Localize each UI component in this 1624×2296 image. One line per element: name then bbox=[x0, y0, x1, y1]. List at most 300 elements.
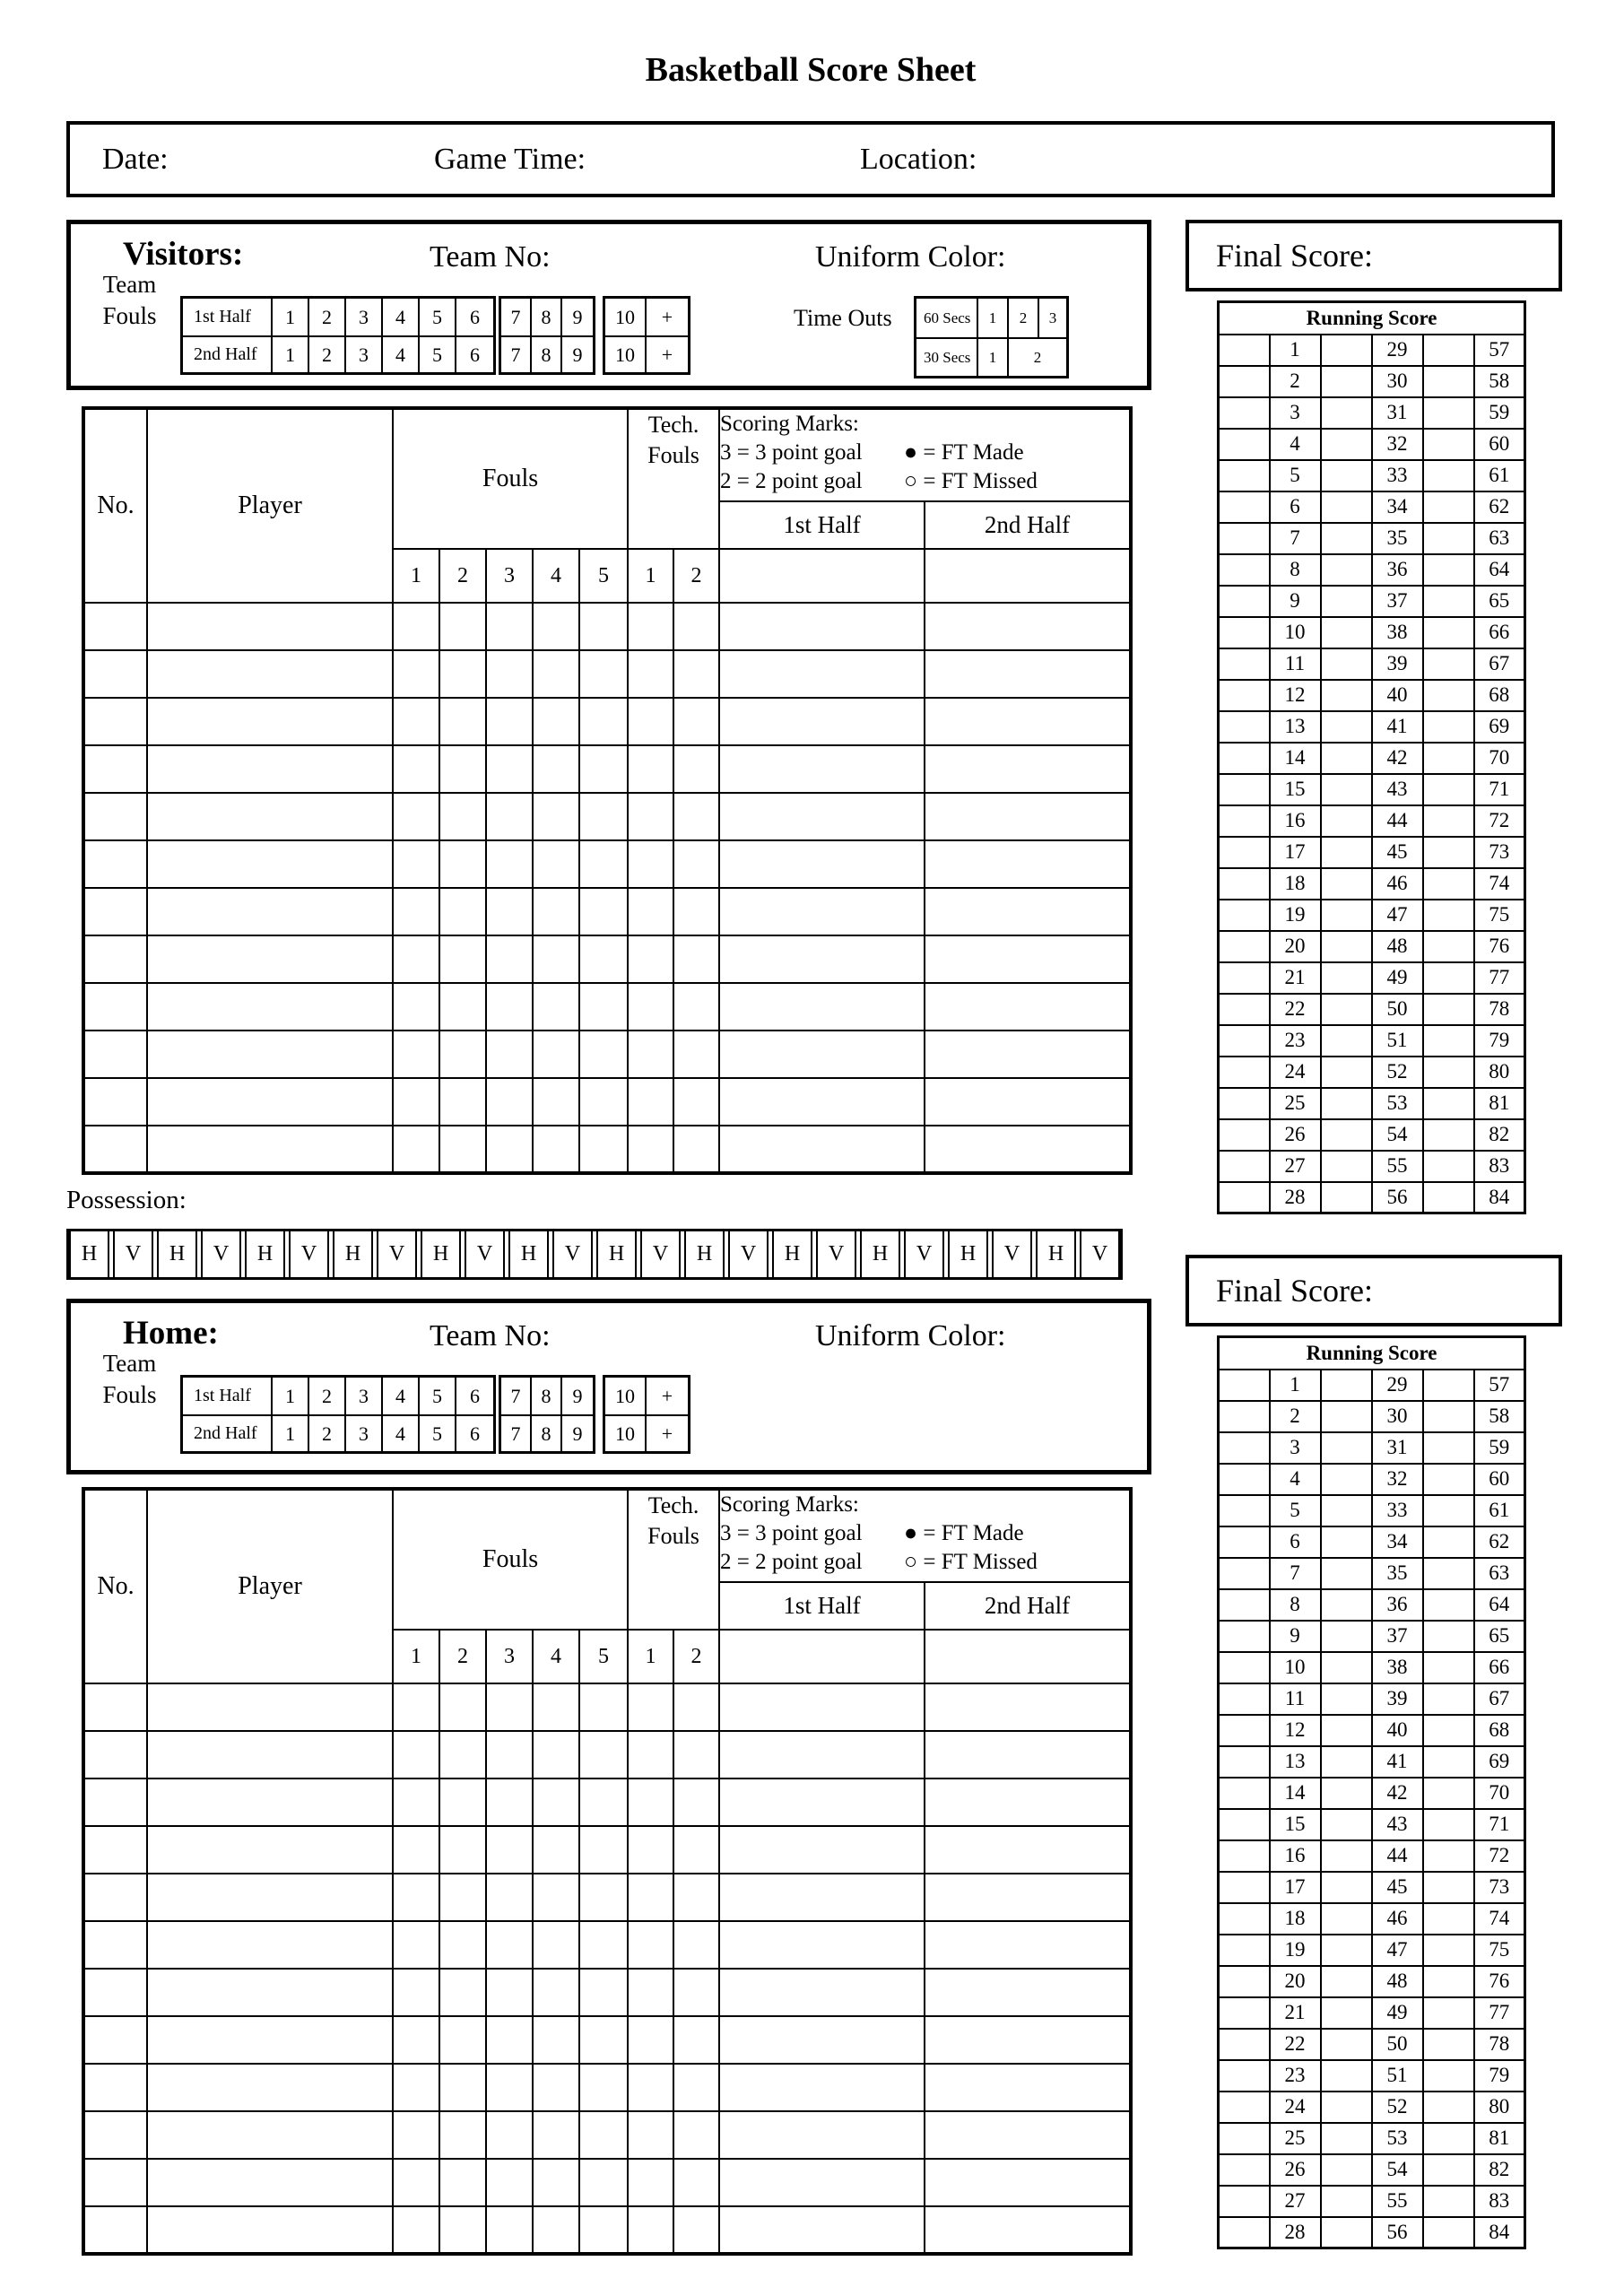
foul-cell[interactable] bbox=[533, 1779, 579, 1826]
possession-cell[interactable]: V bbox=[904, 1231, 944, 1277]
score-number-cell[interactable]: 30 bbox=[1372, 1401, 1423, 1432]
score-mark-cell[interactable] bbox=[1321, 491, 1372, 523]
score-mark-cell[interactable] bbox=[1321, 1935, 1372, 1966]
score-mark-cell[interactable] bbox=[1321, 774, 1372, 805]
tech-foul-cell[interactable] bbox=[628, 1969, 673, 2016]
second-half-score-cell[interactable] bbox=[925, 1078, 1131, 1126]
score-number-cell[interactable]: 52 bbox=[1372, 2092, 1423, 2123]
foul-cell[interactable] bbox=[486, 698, 533, 745]
player-no-cell[interactable] bbox=[83, 840, 147, 888]
timeout-cell[interactable]: 1 bbox=[978, 339, 1009, 376]
first-half-score-cell[interactable] bbox=[719, 1126, 925, 1173]
tech-foul-cell[interactable] bbox=[673, 1969, 719, 2016]
first-half-score-cell[interactable] bbox=[719, 650, 925, 698]
timeout-cell[interactable]: 1 bbox=[978, 299, 1009, 337]
score-number-cell[interactable]: 6 bbox=[1270, 491, 1321, 523]
foul-cell[interactable] bbox=[533, 935, 579, 983]
score-mark-cell[interactable] bbox=[1219, 1872, 1270, 1903]
score-mark-cell[interactable] bbox=[1423, 774, 1474, 805]
possession-cell[interactable]: V bbox=[201, 1231, 241, 1277]
player-name-cell[interactable] bbox=[147, 840, 393, 888]
foul-cell[interactable] bbox=[486, 1731, 533, 1779]
first-half-score-cell[interactable] bbox=[719, 2159, 925, 2206]
score-number-cell[interactable]: 80 bbox=[1474, 1057, 1525, 1088]
score-mark-cell[interactable] bbox=[1321, 397, 1372, 429]
tech-foul-cell[interactable] bbox=[673, 1921, 719, 1969]
foul-cell[interactable] bbox=[393, 1683, 439, 1731]
foul-cell[interactable] bbox=[533, 1731, 579, 1779]
team-foul-cell[interactable]: + bbox=[661, 343, 673, 366]
player-no-cell[interactable] bbox=[83, 1921, 147, 1969]
second-half-score-cell[interactable] bbox=[925, 745, 1131, 793]
foul-cell[interactable] bbox=[486, 1921, 533, 1969]
foul-cell[interactable] bbox=[533, 888, 579, 935]
score-mark-cell[interactable] bbox=[1423, 1370, 1474, 1401]
second-half-score-cell[interactable] bbox=[925, 2159, 1131, 2206]
possession-cell[interactable]: H bbox=[421, 1231, 461, 1277]
score-number-cell[interactable]: 12 bbox=[1270, 680, 1321, 711]
foul-cell[interactable] bbox=[439, 1921, 486, 1969]
score-number-cell[interactable]: 5 bbox=[1270, 1495, 1321, 1526]
first-half-score-cell[interactable] bbox=[719, 2111, 925, 2159]
score-number-cell[interactable]: 59 bbox=[1474, 397, 1525, 429]
score-number-cell[interactable]: 10 bbox=[1270, 1652, 1321, 1683]
foul-cell[interactable] bbox=[579, 2206, 628, 2254]
score-mark-cell[interactable] bbox=[1321, 1088, 1372, 1119]
foul-cell[interactable] bbox=[486, 1826, 533, 1874]
team-foul-cell[interactable]: 5 bbox=[420, 299, 456, 335]
tech-foul-cell[interactable] bbox=[673, 793, 719, 840]
score-number-cell[interactable]: 41 bbox=[1372, 711, 1423, 743]
score-mark-cell[interactable] bbox=[1321, 1119, 1372, 1151]
score-mark-cell[interactable] bbox=[1321, 429, 1372, 460]
team-foul-cell[interactable]: 4 bbox=[383, 337, 420, 372]
foul-cell[interactable] bbox=[533, 1826, 579, 1874]
score-number-cell[interactable]: 79 bbox=[1474, 2060, 1525, 2092]
tech-foul-cell[interactable] bbox=[628, 1826, 673, 1874]
foul-cell[interactable] bbox=[486, 1078, 533, 1126]
first-half-score-cell[interactable] bbox=[719, 2016, 925, 2064]
possession-cell[interactable]: V bbox=[552, 1231, 593, 1277]
score-mark-cell[interactable] bbox=[1423, 1715, 1474, 1746]
score-number-cell[interactable]: 19 bbox=[1270, 1935, 1321, 1966]
score-number-cell[interactable]: 44 bbox=[1372, 805, 1423, 837]
team-foul-cell[interactable]: 2 bbox=[309, 1416, 346, 1451]
player-name-cell[interactable] bbox=[147, 1969, 393, 2016]
team-foul-cell[interactable]: 10 bbox=[605, 299, 647, 335]
tech-foul-cell[interactable] bbox=[628, 1683, 673, 1731]
second-half-score-cell[interactable] bbox=[925, 698, 1131, 745]
first-half-score-cell[interactable] bbox=[719, 2064, 925, 2111]
score-mark-cell[interactable] bbox=[1423, 2092, 1474, 2123]
score-mark-cell[interactable] bbox=[1423, 366, 1474, 397]
score-number-cell[interactable]: 68 bbox=[1474, 1715, 1525, 1746]
score-mark-cell[interactable] bbox=[1321, 460, 1372, 491]
possession-cell[interactable]: V bbox=[992, 1231, 1032, 1277]
foul-cell[interactable] bbox=[533, 1921, 579, 1969]
score-mark-cell[interactable] bbox=[1423, 1872, 1474, 1903]
score-mark-cell[interactable] bbox=[1423, 743, 1474, 774]
score-number-cell[interactable]: 15 bbox=[1270, 1809, 1321, 1840]
score-number-cell[interactable]: 40 bbox=[1372, 680, 1423, 711]
score-number-cell[interactable]: 21 bbox=[1270, 962, 1321, 994]
tech-foul-cell[interactable] bbox=[628, 1779, 673, 1826]
score-mark-cell[interactable] bbox=[1219, 1526, 1270, 1558]
score-mark-cell[interactable] bbox=[1219, 805, 1270, 837]
second-half-score-cell[interactable] bbox=[925, 1826, 1131, 1874]
score-number-cell[interactable]: 36 bbox=[1372, 1589, 1423, 1621]
player-name-cell[interactable] bbox=[147, 1731, 393, 1779]
score-number-cell[interactable]: 9 bbox=[1270, 1621, 1321, 1652]
score-number-cell[interactable]: 46 bbox=[1372, 1903, 1423, 1935]
team-foul-cell[interactable]: 4 bbox=[383, 1416, 420, 1451]
possession-cell[interactable]: H bbox=[333, 1231, 373, 1277]
first-half-score-cell[interactable] bbox=[719, 1826, 925, 1874]
score-number-cell[interactable]: 84 bbox=[1474, 1182, 1525, 1213]
score-number-cell[interactable]: 13 bbox=[1270, 711, 1321, 743]
score-number-cell[interactable]: 18 bbox=[1270, 868, 1321, 900]
tech-foul-cell[interactable] bbox=[673, 840, 719, 888]
team-foul-cell[interactable]: 9 bbox=[572, 1422, 583, 1445]
foul-cell[interactable] bbox=[393, 650, 439, 698]
first-half-score-cell[interactable] bbox=[719, 1779, 925, 1826]
player-no-cell[interactable] bbox=[83, 983, 147, 1031]
score-mark-cell[interactable] bbox=[1219, 491, 1270, 523]
score-number-cell[interactable]: 12 bbox=[1270, 1715, 1321, 1746]
tech-foul-cell[interactable] bbox=[628, 2016, 673, 2064]
score-number-cell[interactable]: 2 bbox=[1270, 366, 1321, 397]
score-number-cell[interactable]: 61 bbox=[1474, 1495, 1525, 1526]
foul-cell[interactable] bbox=[439, 650, 486, 698]
score-mark-cell[interactable] bbox=[1423, 2217, 1474, 2248]
score-mark-cell[interactable] bbox=[1219, 1809, 1270, 1840]
score-mark-cell[interactable] bbox=[1321, 1872, 1372, 1903]
score-mark-cell[interactable] bbox=[1423, 2060, 1474, 2092]
score-mark-cell[interactable] bbox=[1219, 711, 1270, 743]
team-foul-cell[interactable]: 1 bbox=[273, 1378, 309, 1414]
foul-cell[interactable] bbox=[439, 1078, 486, 1126]
player-name-cell[interactable] bbox=[147, 1921, 393, 1969]
team-foul-cell[interactable]: 10 bbox=[605, 1416, 647, 1451]
score-mark-cell[interactable] bbox=[1321, 1778, 1372, 1809]
foul-cell[interactable] bbox=[533, 983, 579, 1031]
player-name-cell[interactable] bbox=[147, 793, 393, 840]
score-mark-cell[interactable] bbox=[1321, 1589, 1372, 1621]
second-half-score-cell[interactable] bbox=[925, 888, 1131, 935]
first-half-score-cell[interactable] bbox=[719, 935, 925, 983]
player-name-cell[interactable] bbox=[147, 1683, 393, 1731]
score-number-cell[interactable]: 53 bbox=[1372, 2123, 1423, 2154]
foul-cell[interactable] bbox=[533, 2206, 579, 2254]
player-name-cell[interactable] bbox=[147, 1031, 393, 1078]
tech-foul-cell[interactable] bbox=[628, 888, 673, 935]
score-mark-cell[interactable] bbox=[1423, 1746, 1474, 1778]
tech-foul-cell[interactable] bbox=[673, 983, 719, 1031]
team-foul-cell[interactable]: 6 bbox=[470, 1422, 480, 1445]
score-number-cell[interactable]: 76 bbox=[1474, 1966, 1525, 1997]
score-number-cell[interactable]: 3 bbox=[1270, 1432, 1321, 1464]
foul-cell[interactable] bbox=[486, 1126, 533, 1173]
score-mark-cell[interactable] bbox=[1423, 1809, 1474, 1840]
score-mark-cell[interactable] bbox=[1423, 2186, 1474, 2217]
player-name-cell[interactable] bbox=[147, 983, 393, 1031]
score-number-cell[interactable]: 56 bbox=[1372, 1182, 1423, 1213]
score-number-cell[interactable]: 2 bbox=[1270, 1401, 1321, 1432]
foul-cell[interactable] bbox=[439, 793, 486, 840]
possession-cell[interactable]: H bbox=[772, 1231, 812, 1277]
player-no-cell[interactable] bbox=[83, 1731, 147, 1779]
score-number-cell[interactable]: 23 bbox=[1270, 1025, 1321, 1057]
tech-foul-cell[interactable] bbox=[673, 2159, 719, 2206]
second-half-score-cell[interactable] bbox=[925, 2111, 1131, 2159]
first-half-score-cell[interactable] bbox=[719, 2206, 925, 2254]
score-number-cell[interactable]: 10 bbox=[1270, 617, 1321, 648]
score-number-cell[interactable]: 47 bbox=[1372, 1935, 1423, 1966]
score-number-cell[interactable]: 66 bbox=[1474, 617, 1525, 648]
tech-foul-cell[interactable] bbox=[628, 1126, 673, 1173]
foul-cell[interactable] bbox=[579, 1921, 628, 1969]
score-mark-cell[interactable] bbox=[1321, 1057, 1372, 1088]
score-mark-cell[interactable] bbox=[1321, 711, 1372, 743]
first-half-score-cell[interactable] bbox=[719, 793, 925, 840]
second-half-score-cell[interactable] bbox=[925, 1731, 1131, 1779]
score-mark-cell[interactable] bbox=[1423, 523, 1474, 554]
score-mark-cell[interactable] bbox=[1219, 429, 1270, 460]
score-mark-cell[interactable] bbox=[1423, 554, 1474, 586]
tech-foul-cell[interactable] bbox=[673, 1031, 719, 1078]
tech-foul-cell[interactable] bbox=[673, 2206, 719, 2254]
score-mark-cell[interactable] bbox=[1423, 1057, 1474, 1088]
tech-foul-cell[interactable] bbox=[628, 2111, 673, 2159]
score-number-cell[interactable]: 42 bbox=[1372, 1778, 1423, 1809]
tech-foul-cell[interactable] bbox=[628, 2064, 673, 2111]
score-mark-cell[interactable] bbox=[1423, 868, 1474, 900]
score-mark-cell[interactable] bbox=[1321, 1182, 1372, 1213]
score-mark-cell[interactable] bbox=[1321, 1683, 1372, 1715]
score-number-cell[interactable]: 65 bbox=[1474, 586, 1525, 617]
score-number-cell[interactable]: 64 bbox=[1474, 1589, 1525, 1621]
score-number-cell[interactable]: 55 bbox=[1372, 2186, 1423, 2217]
score-mark-cell[interactable] bbox=[1321, 2029, 1372, 2060]
score-number-cell[interactable]: 48 bbox=[1372, 1966, 1423, 1997]
score-number-cell[interactable]: 70 bbox=[1474, 743, 1525, 774]
score-mark-cell[interactable] bbox=[1219, 900, 1270, 931]
score-number-cell[interactable]: 40 bbox=[1372, 1715, 1423, 1746]
score-mark-cell[interactable] bbox=[1423, 1151, 1474, 1182]
score-mark-cell[interactable] bbox=[1423, 1495, 1474, 1526]
score-mark-cell[interactable] bbox=[1321, 617, 1372, 648]
foul-cell[interactable] bbox=[439, 1874, 486, 1921]
score-mark-cell[interactable] bbox=[1219, 1088, 1270, 1119]
foul-cell[interactable] bbox=[393, 745, 439, 793]
foul-cell[interactable] bbox=[533, 793, 579, 840]
score-mark-cell[interactable] bbox=[1423, 1997, 1474, 2029]
score-number-cell[interactable]: 33 bbox=[1372, 1495, 1423, 1526]
possession-cell[interactable]: H bbox=[157, 1231, 197, 1277]
team-foul-cell[interactable]: 3 bbox=[346, 1378, 383, 1414]
score-mark-cell[interactable] bbox=[1321, 1809, 1372, 1840]
score-number-cell[interactable]: 78 bbox=[1474, 994, 1525, 1025]
team-foul-cell[interactable]: 6 bbox=[470, 305, 480, 328]
score-mark-cell[interactable] bbox=[1423, 1966, 1474, 1997]
tech-foul-cell[interactable] bbox=[628, 603, 673, 650]
tech-foul-cell[interactable] bbox=[673, 1078, 719, 1126]
score-number-cell[interactable]: 24 bbox=[1270, 2092, 1321, 2123]
first-half-score-cell[interactable] bbox=[719, 1969, 925, 2016]
foul-cell[interactable] bbox=[393, 2159, 439, 2206]
score-number-cell[interactable]: 8 bbox=[1270, 554, 1321, 586]
team-foul-cell[interactable]: 3 bbox=[346, 1416, 383, 1451]
player-no-cell[interactable] bbox=[83, 698, 147, 745]
score-number-cell[interactable]: 77 bbox=[1474, 1997, 1525, 2029]
possession-cell[interactable]: V bbox=[377, 1231, 417, 1277]
score-mark-cell[interactable] bbox=[1219, 1182, 1270, 1213]
foul-cell[interactable] bbox=[486, 840, 533, 888]
score-number-cell[interactable]: 39 bbox=[1372, 648, 1423, 680]
player-no-cell[interactable] bbox=[83, 2159, 147, 2206]
tech-foul-cell[interactable] bbox=[673, 2016, 719, 2064]
foul-cell[interactable] bbox=[486, 745, 533, 793]
foul-cell[interactable] bbox=[533, 745, 579, 793]
first-half-score-cell[interactable] bbox=[719, 983, 925, 1031]
score-mark-cell[interactable] bbox=[1423, 711, 1474, 743]
score-number-cell[interactable]: 67 bbox=[1474, 1683, 1525, 1715]
score-mark-cell[interactable] bbox=[1219, 2123, 1270, 2154]
score-mark-cell[interactable] bbox=[1321, 1558, 1372, 1589]
score-mark-cell[interactable] bbox=[1219, 2060, 1270, 2092]
score-mark-cell[interactable] bbox=[1219, 1621, 1270, 1652]
foul-cell[interactable] bbox=[533, 2064, 579, 2111]
tech-foul-cell[interactable] bbox=[673, 745, 719, 793]
score-mark-cell[interactable] bbox=[1219, 2217, 1270, 2248]
timeout-cell[interactable]: 2 bbox=[1009, 299, 1039, 337]
score-mark-cell[interactable] bbox=[1219, 774, 1270, 805]
team-foul-cell[interactable]: 5 bbox=[420, 1416, 456, 1451]
possession-cell[interactable]: V bbox=[1080, 1231, 1120, 1277]
score-mark-cell[interactable] bbox=[1423, 1025, 1474, 1057]
foul-cell[interactable] bbox=[579, 1731, 628, 1779]
team-foul-cell[interactable]: 7 bbox=[501, 299, 532, 335]
foul-cell[interactable] bbox=[439, 983, 486, 1031]
score-number-cell[interactable]: 72 bbox=[1474, 1840, 1525, 1872]
second-half-score-cell[interactable] bbox=[925, 1126, 1131, 1173]
score-number-cell[interactable]: 24 bbox=[1270, 1057, 1321, 1088]
player-no-cell[interactable] bbox=[83, 603, 147, 650]
score-number-cell[interactable]: 63 bbox=[1474, 523, 1525, 554]
score-number-cell[interactable]: 57 bbox=[1474, 1370, 1525, 1401]
second-half-score-cell[interactable] bbox=[925, 2064, 1131, 2111]
team-foul-cell[interactable]: 6 bbox=[470, 343, 480, 366]
foul-cell[interactable] bbox=[439, 1031, 486, 1078]
foul-cell[interactable] bbox=[533, 1031, 579, 1078]
score-number-cell[interactable]: 33 bbox=[1372, 460, 1423, 491]
tech-foul-cell[interactable] bbox=[673, 888, 719, 935]
foul-cell[interactable] bbox=[579, 603, 628, 650]
foul-cell[interactable] bbox=[393, 1731, 439, 1779]
score-number-cell[interactable]: 11 bbox=[1270, 1683, 1321, 1715]
tech-foul-cell[interactable] bbox=[628, 745, 673, 793]
foul-cell[interactable] bbox=[393, 603, 439, 650]
score-mark-cell[interactable] bbox=[1321, 743, 1372, 774]
foul-cell[interactable] bbox=[579, 935, 628, 983]
score-mark-cell[interactable] bbox=[1219, 1935, 1270, 1966]
tech-foul-cell[interactable] bbox=[673, 1874, 719, 1921]
foul-cell[interactable] bbox=[486, 1874, 533, 1921]
score-number-cell[interactable]: 34 bbox=[1372, 1526, 1423, 1558]
score-mark-cell[interactable] bbox=[1321, 1652, 1372, 1683]
possession-cell[interactable]: H bbox=[596, 1231, 637, 1277]
score-mark-cell[interactable] bbox=[1321, 648, 1372, 680]
foul-cell[interactable] bbox=[393, 698, 439, 745]
score-mark-cell[interactable] bbox=[1423, 962, 1474, 994]
foul-cell[interactable] bbox=[439, 1826, 486, 1874]
foul-cell[interactable] bbox=[579, 2159, 628, 2206]
foul-cell[interactable] bbox=[486, 793, 533, 840]
score-mark-cell[interactable] bbox=[1219, 1464, 1270, 1495]
foul-cell[interactable] bbox=[439, 2064, 486, 2111]
foul-cell[interactable] bbox=[533, 840, 579, 888]
player-name-cell[interactable] bbox=[147, 698, 393, 745]
score-number-cell[interactable]: 31 bbox=[1372, 397, 1423, 429]
player-name-cell[interactable] bbox=[147, 2016, 393, 2064]
score-number-cell[interactable]: 74 bbox=[1474, 1903, 1525, 1935]
foul-cell[interactable] bbox=[439, 2111, 486, 2159]
score-mark-cell[interactable] bbox=[1321, 335, 1372, 366]
score-number-cell[interactable]: 16 bbox=[1270, 805, 1321, 837]
score-mark-cell[interactable] bbox=[1321, 994, 1372, 1025]
foul-cell[interactable] bbox=[439, 745, 486, 793]
foul-cell[interactable] bbox=[579, 2016, 628, 2064]
possession-cell[interactable]: H bbox=[508, 1231, 549, 1277]
score-number-cell[interactable]: 61 bbox=[1474, 460, 1525, 491]
score-mark-cell[interactable] bbox=[1321, 1621, 1372, 1652]
tech-foul-cell[interactable] bbox=[628, 2159, 673, 2206]
score-number-cell[interactable]: 72 bbox=[1474, 805, 1525, 837]
foul-cell[interactable] bbox=[579, 1874, 628, 1921]
player-name-cell[interactable] bbox=[147, 1779, 393, 1826]
player-name-cell[interactable] bbox=[147, 650, 393, 698]
foul-cell[interactable] bbox=[579, 888, 628, 935]
foul-cell[interactable] bbox=[393, 1779, 439, 1826]
foul-cell[interactable] bbox=[486, 2159, 533, 2206]
score-mark-cell[interactable] bbox=[1219, 2092, 1270, 2123]
score-number-cell[interactable]: 11 bbox=[1270, 648, 1321, 680]
foul-cell[interactable] bbox=[486, 2016, 533, 2064]
score-mark-cell[interactable] bbox=[1219, 1746, 1270, 1778]
score-mark-cell[interactable] bbox=[1321, 366, 1372, 397]
timeout-cell[interactable]: 2 bbox=[1033, 348, 1042, 366]
score-number-cell[interactable]: 29 bbox=[1372, 1370, 1423, 1401]
score-mark-cell[interactable] bbox=[1219, 460, 1270, 491]
possession-cell[interactable]: H bbox=[860, 1231, 900, 1277]
score-number-cell[interactable]: 1 bbox=[1270, 335, 1321, 366]
team-foul-cell[interactable]: 7 bbox=[501, 1416, 532, 1451]
player-no-cell[interactable] bbox=[83, 2206, 147, 2254]
foul-cell[interactable] bbox=[486, 603, 533, 650]
score-mark-cell[interactable] bbox=[1219, 1119, 1270, 1151]
score-mark-cell[interactable] bbox=[1321, 1025, 1372, 1057]
player-no-cell[interactable] bbox=[83, 935, 147, 983]
team-foul-cell[interactable]: 5 bbox=[420, 337, 456, 372]
score-number-cell[interactable]: 82 bbox=[1474, 2154, 1525, 2186]
score-number-cell[interactable]: 73 bbox=[1474, 837, 1525, 868]
tech-foul-cell[interactable] bbox=[628, 650, 673, 698]
team-foul-cell[interactable]: 9 bbox=[572, 343, 583, 366]
first-half-score-cell[interactable] bbox=[719, 888, 925, 935]
foul-cell[interactable] bbox=[439, 1779, 486, 1826]
score-mark-cell[interactable] bbox=[1321, 2123, 1372, 2154]
possession-cell[interactable]: V bbox=[640, 1231, 681, 1277]
